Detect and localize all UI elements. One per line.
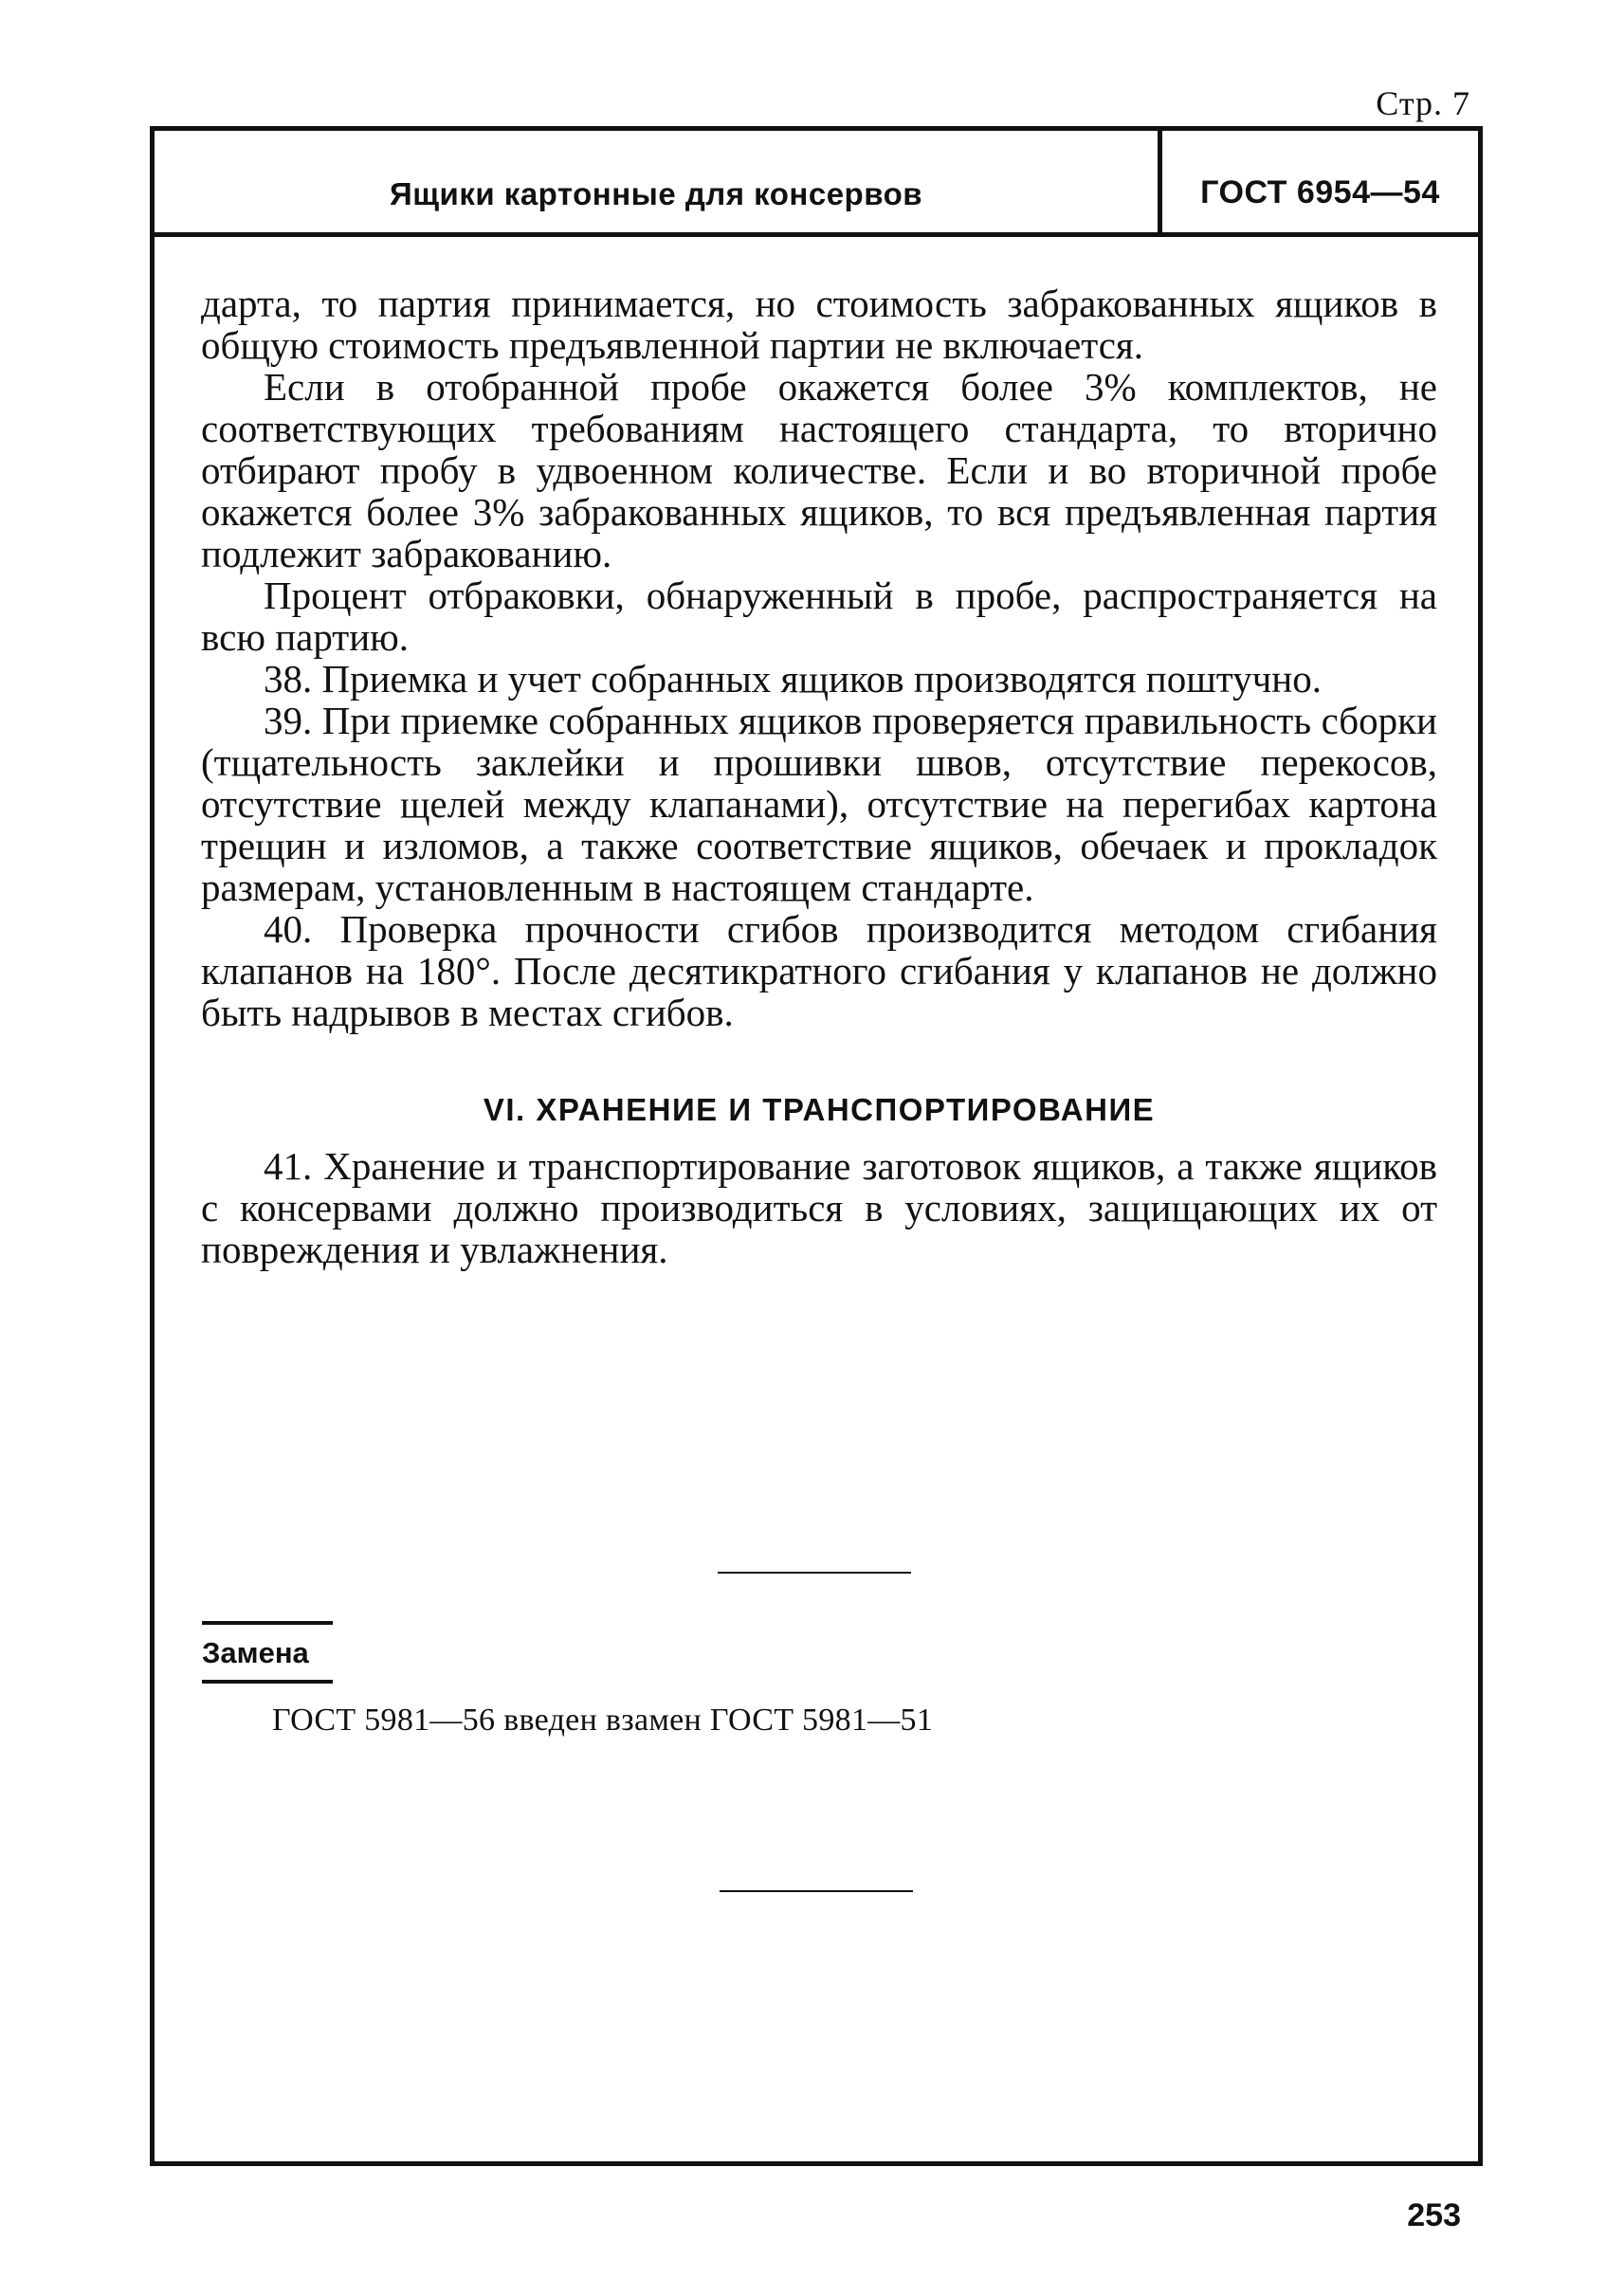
header-title: Ящики картонные для консервов bbox=[389, 176, 923, 211]
page-label: Стр. 7 bbox=[1376, 84, 1470, 122]
replacement-label-block bbox=[202, 1621, 333, 1684]
paragraph-39: 39. При приемке собранных ящиков проверяется правильность сборки (тщательность заклейки и прошивки швов, отсутствие перекосов, отсутствие щелей между клапанами), отсутствие на перегибах картона трещин и изломов, а также соответствие ящиков, обечаек и прокладок размерам, установленным в настоящем стандарте. bbox=[201, 699, 1437, 909]
paragraph-40: 40. Проверка прочности сгибов производится методом сгибания клапанов на 180°. После десятикратного сгибания у клапанов не должно быть надрывов в местах сгибов. bbox=[201, 907, 1437, 1034]
paragraph-41: 41. Хранение и транспортирование заготовок ящиков, а также ящиков с консервами должно производиться в условиях, защищающих их от повреждения и увлажнения. bbox=[201, 1144, 1437, 1271]
standard-number: ГОСТ 6954—54 bbox=[1200, 174, 1440, 210]
replacement-label: Замена bbox=[202, 1636, 309, 1669]
page-number: 253 bbox=[1407, 2197, 1461, 2233]
paragraph-38: 38. Приемка и учет собранных ящиков производятся поштучно. bbox=[264, 657, 1322, 701]
document-body bbox=[201, 282, 1437, 1270]
paragraph-reject-percent: Процент отбраковки, обнаруженный в пробе, распространяется на всю партию. bbox=[201, 574, 1437, 659]
separator-rule bbox=[718, 1572, 911, 1574]
label-bottom-rule bbox=[202, 1680, 333, 1684]
separator-rule bbox=[720, 1890, 913, 1892]
paragraph-continuation: дарта, то партия принимается, но стоимость забракованных ящиков в общую стоимость предъявленной партии не включается. bbox=[201, 282, 1437, 367]
paragraph-sample-check: Если в отобранной пробе окажется более 3% комплектов, не соответствующих требованиям настоящего стандарта, то вторично отбирают пробу в удвоенном количестве. Если и во вторичной пробе окажется более 3% забракованных ящиков, то вся предъявленная партия подлежит забракованию. bbox=[201, 365, 1437, 575]
header bbox=[155, 131, 1478, 237]
replacement-text: ГОСТ 5981—56 введен взамен ГОСТ 5981—51 bbox=[272, 1703, 934, 1738]
section-heading: VI. ХРАНЕНИЕ И ТРАНСПОРТИРОВАНИЕ bbox=[483, 1092, 1156, 1127]
page-frame bbox=[150, 126, 1483, 2166]
